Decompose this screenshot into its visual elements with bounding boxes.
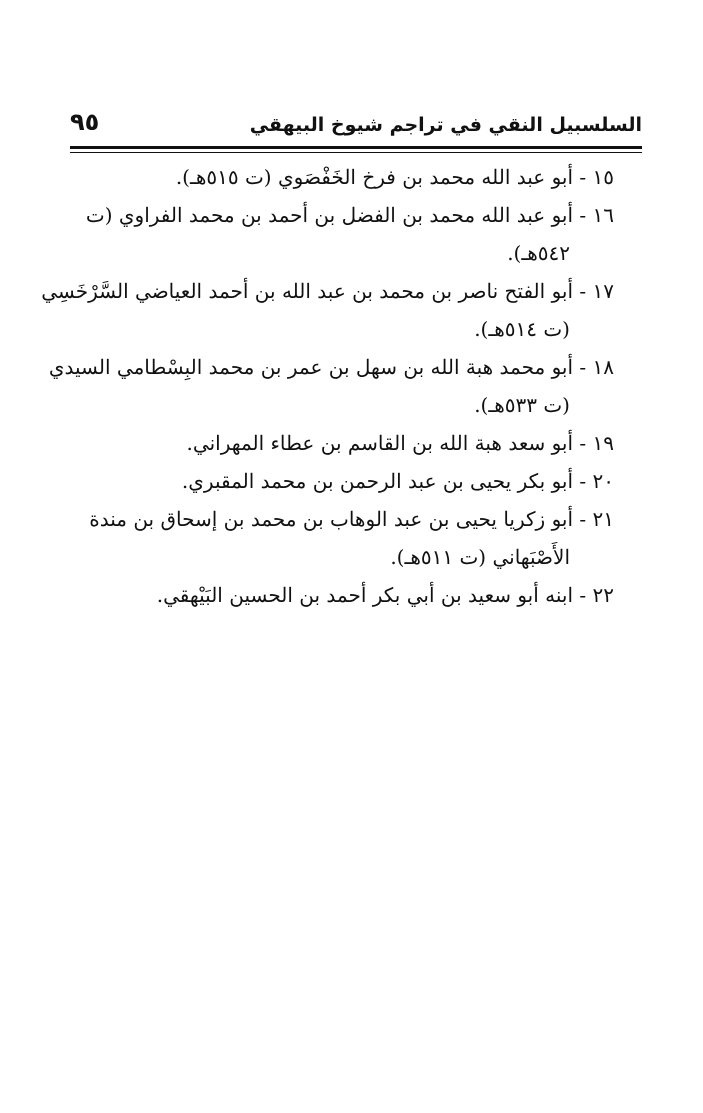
entry-text: أبو محمد هبة الله بن سهل بن عمر بن محمد البِسْطامي السيدي: [48, 355, 574, 379]
entry-number: ١٩: [592, 431, 614, 455]
header-rule-thin: [70, 152, 642, 153]
list-item: [74, 500, 614, 576]
list-item: [74, 576, 614, 614]
entry-continuation: الأَصْبَهاني (ت ٥١١هـ).: [390, 545, 570, 569]
list-item: [41, 272, 614, 348]
entry-number: ٢١: [592, 507, 614, 531]
entry-text: أبو الفتح ناصر بن محمد بن عبد الله بن أحمد العياضي السَّرْخَسِي: [41, 279, 574, 303]
entry-first-line: ١٧ - أبو الفتح ناصر بن محمد بن عبد الله بن أحمد العياضي السَّرْخَسِي: [41, 279, 614, 303]
entry-first-line: ١٦ - أبو عبد الله محمد بن الفضل بن أحمد بن محمد الفراوي (ت: [85, 203, 614, 227]
list-item: [74, 424, 614, 462]
entry-text: أبو عبد الله محمد بن الفضل بن أحمد بن محمد الفراوي (ت: [85, 203, 574, 227]
list-item: [74, 196, 614, 272]
entry-continuation: (ت ٥١٤هـ).: [474, 317, 570, 341]
header-rule-thick: [70, 146, 642, 149]
entry-text: ابنه أبو سعيد بن أبي بكر أحمد بن الحسين البَيْهقي.: [156, 583, 574, 607]
list-item: [74, 462, 614, 500]
entry-continuation: (ت ٥٣٣هـ).: [474, 393, 570, 417]
sheikh-list: [41, 158, 614, 614]
entry-text: أبو بكر يحيى بن عبد الرحمن بن محمد المقبري.: [181, 469, 574, 493]
entry-number: ٢٢: [592, 583, 614, 607]
list-item: [74, 158, 614, 196]
entry-number: ١٨: [592, 355, 614, 379]
entry-number: ١٦: [592, 203, 614, 227]
list-item: [48, 348, 614, 424]
entry-number: ٢٠: [592, 469, 614, 493]
page-number: ٩٥: [70, 108, 100, 136]
entry-text: أبو سعد هبة الله بن القاسم بن عطاء المهراني.: [186, 431, 574, 455]
entry-first-line: ١٩ - أبو سعد هبة الله بن القاسم بن عطاء المهراني.: [186, 431, 614, 455]
entry-first-line: ٢١ - أبو زكريا يحيى بن عبد الوهاب بن محمد بن إسحاق بن مندة: [89, 507, 614, 531]
entry-number: ١٧: [592, 279, 614, 303]
entry-continuation: ٥٤٢هـ).: [507, 241, 570, 265]
entry-text: أبو عبد الله محمد بن فرخ الخَفْصَوي (ت ٥١٥هـ).: [175, 165, 574, 189]
entry-first-line: ١٥ - أبو عبد الله محمد بن فرخ الخَفْصَوي (ت ٥١٥هـ).: [175, 165, 614, 189]
entry-first-line: ٢٢ - ابنه أبو سعيد بن أبي بكر أحمد بن الحسين البَيْهقي.: [156, 583, 614, 607]
entry-text: أبو زكريا يحيى بن عبد الوهاب بن محمد بن إسحاق بن مندة: [89, 507, 574, 531]
entry-first-line: ١٨ - أبو محمد هبة الله بن سهل بن عمر بن محمد البِسْطامي السيدي: [48, 355, 614, 379]
entry-number: ١٥: [592, 165, 614, 189]
book-title: السلسبيل النقي في تراجم شيوخ البيهقي: [249, 114, 642, 136]
entry-first-line: ٢٠ - أبو بكر يحيى بن عبد الرحمن بن محمد المقبري.: [181, 469, 614, 493]
running-header: [70, 108, 642, 144]
